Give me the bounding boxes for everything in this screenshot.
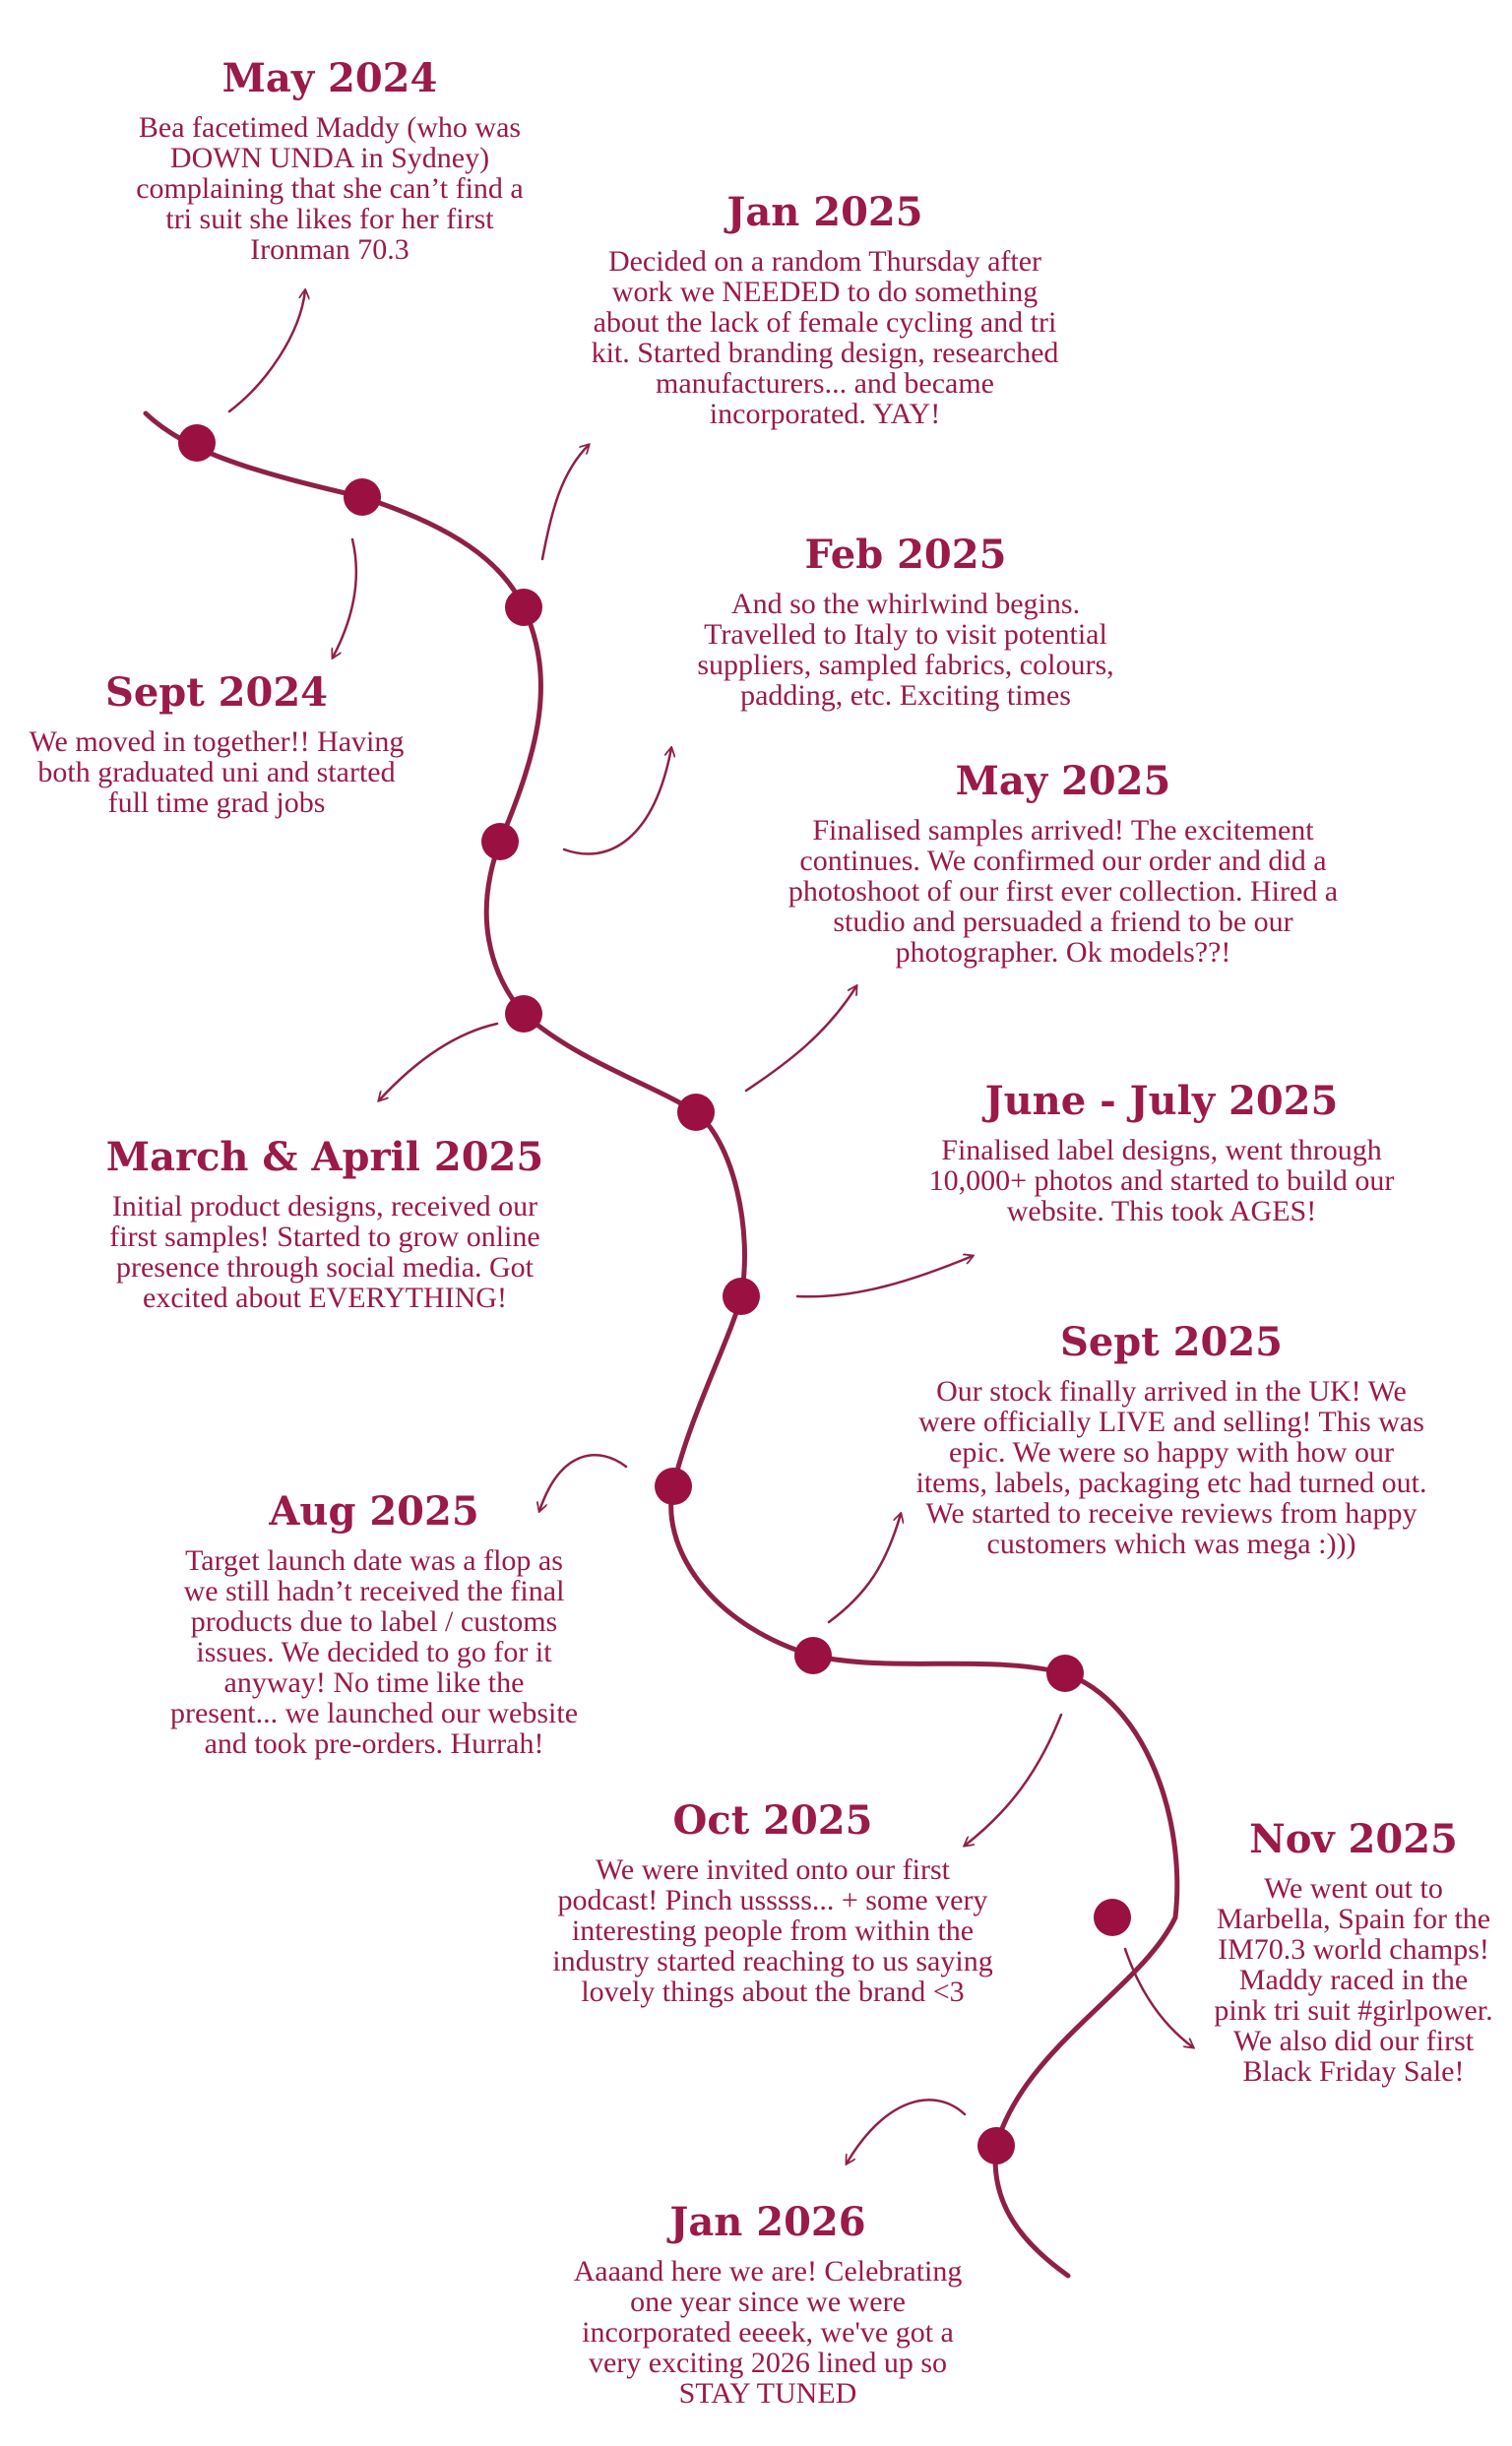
event-description: We moved in together!! Having both graduated uni and started full time grad jobs	[29, 725, 405, 819]
timeline-dot	[723, 1278, 760, 1315]
timeline-dot	[977, 2127, 1015, 2164]
event-nov-2025	[1211, 1816, 1496, 2087]
connector-arrow	[542, 445, 589, 559]
event-description: Aaaand here we are! Celebrating one year since we were incorporated eeeek, we've got a very exciting 2026 lined up so STAY TUNED	[573, 2255, 963, 2410]
event-title: Sept 2024	[104, 669, 329, 716]
event-description: Our stock finally arrived in the UK! We were officially LIVE and selling! This was epic. We were so happy with how our items, labels, packaging etc had turned out. We started to receive reviews from happy customers which was mega :)))	[915, 1375, 1427, 1560]
connector-arrow	[229, 290, 305, 411]
connector-arrow	[746, 986, 856, 1091]
event-title: March & April 2025	[105, 1134, 544, 1180]
event-title: Jan 2026	[669, 2199, 866, 2245]
event-description: Initial product designs, received our first samples! Started to grow online presence through social media. Got excited about EVERYTHING!	[109, 1190, 540, 1314]
timeline-dot	[505, 589, 542, 626]
event-oct-2025	[551, 1797, 994, 2007]
connector-arrow	[1125, 1949, 1193, 2047]
event-march-april-2025	[98, 1134, 551, 1313]
event-description: We went out to Marbella, Spain for the IM70.3 world champs! Maddy raced in the pink tri suit #girlpower. We also did our first Black Friday Sale!	[1214, 1872, 1493, 2088]
event-description: We were invited onto our first podcast! Pinch usssss... + some very interesting people from within the industry started reaching to us saying lovely things about the brand <3	[552, 1853, 993, 2008]
event-sept-2025	[911, 1319, 1432, 1559]
event-june-july-2025	[896, 1078, 1427, 1226]
event-description: Finalised label designs, went through 10,000+ photos and started to build our website. This took AGES!	[928, 1134, 1395, 1227]
event-title: Jan 2025	[726, 189, 923, 235]
event-description: Target launch date was a flop as we still hadn’t received the final products due to label / customs issues. We decided to go for it anyway! No time like the present... we launched our website and took pre-orders. Hurrah!	[169, 1544, 579, 1760]
connector-arrow	[564, 748, 671, 854]
event-aug-2025	[167, 1488, 581, 1759]
event-title: Aug 2025	[269, 1488, 479, 1535]
event-description: Bea facetimed Maddy (who was DOWN UNDA in Sydney) complaining that she can’t find a tri suit she likes for her first Ironman 70.3	[136, 111, 524, 266]
timeline-dot	[1046, 1655, 1084, 1692]
event-title: May 2025	[955, 758, 1171, 804]
timeline-dot	[794, 1637, 832, 1674]
event-may-2024	[128, 55, 532, 265]
timeline-dot	[677, 1094, 715, 1131]
event-title: May 2024	[221, 55, 438, 101]
event-jan-2026	[561, 2199, 975, 2409]
connector-arrow	[797, 1256, 973, 1296]
event-description: Finalised samples arrived! The excitement continues. We confirmed our order and did a photoshoot of our first ever collection. Hired a studio and persuaded a friend to be our photographer. Ok models??!	[788, 814, 1339, 969]
connector-arrow	[829, 1514, 901, 1622]
event-description: Decided on a random Thursday after work we NEEDED to do something about the lack of female cycling and tri kit. Started branding design, researched manufacturers... and became incorporated. YAY!	[591, 245, 1059, 430]
event-jan-2025	[589, 189, 1061, 429]
event-title: June - July 2025	[984, 1078, 1339, 1124]
timeline-dot	[655, 1468, 692, 1505]
event-title: Nov 2025	[1249, 1816, 1458, 1862]
event-title: Oct 2025	[672, 1797, 873, 1844]
event-feb-2025	[679, 532, 1132, 711]
connector-arrow	[379, 1024, 497, 1100]
timeline-dot	[1094, 1899, 1131, 1936]
timeline-dot	[505, 995, 542, 1033]
event-may-2025	[778, 758, 1349, 968]
timeline-dot	[344, 478, 381, 516]
connector-arrow	[333, 539, 356, 658]
timeline-dot	[481, 823, 519, 860]
event-description: And so the whirlwind begins. Travelled to Italy to visit potential suppliers, sampled fabrics, colours, padding, etc. Exciting times	[697, 588, 1114, 712]
event-sept-2024	[20, 669, 413, 818]
event-title: Feb 2025	[804, 532, 1007, 578]
event-title: Sept 2025	[1059, 1319, 1284, 1365]
timeline-dot	[178, 424, 216, 462]
connector-arrow	[847, 2100, 965, 2164]
